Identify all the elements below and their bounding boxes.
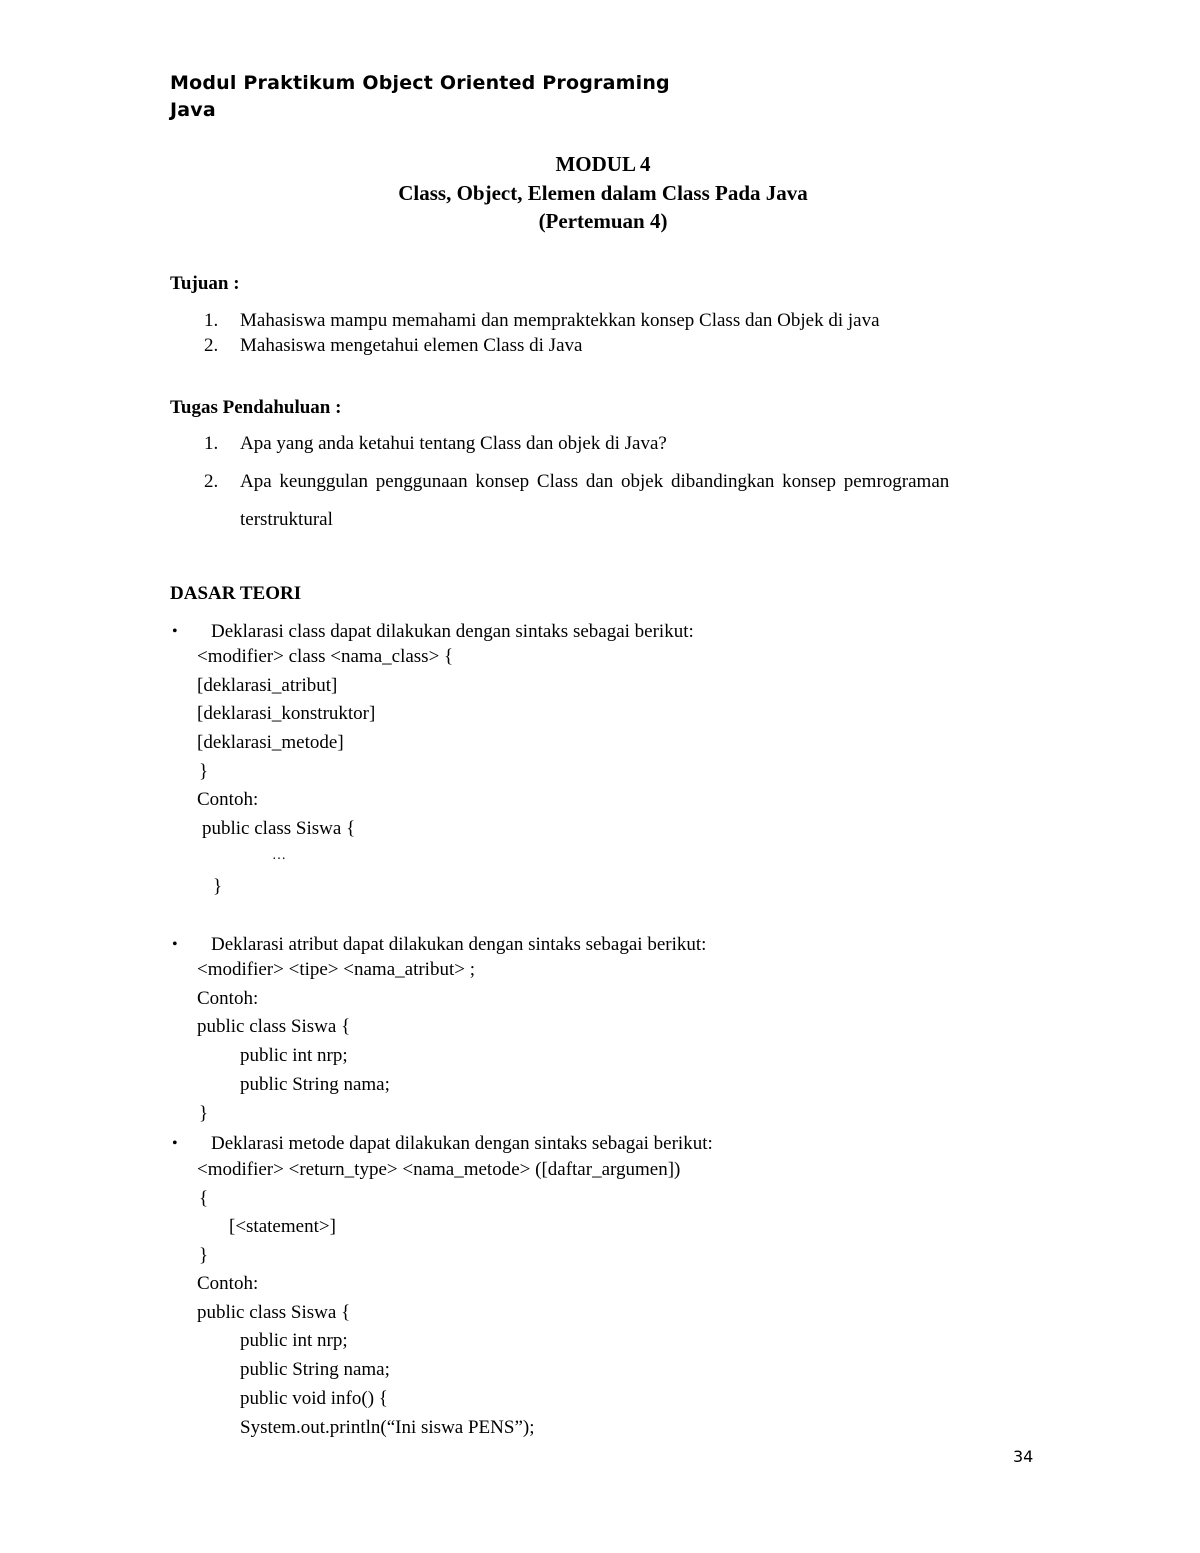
b1-syntax-line-2: [deklarasi_atribut] bbox=[197, 675, 338, 696]
b3-code-line-3: public String nama; bbox=[240, 1359, 390, 1380]
b3-code-line-4: public void info() { bbox=[240, 1388, 388, 1409]
b2-code-line-4: } bbox=[199, 1103, 209, 1124]
bullet-3: • bbox=[172, 1135, 178, 1152]
b3-code-line-5: System.out.println(“Ini siswa PENS”); bbox=[240, 1417, 535, 1438]
b2-syntax-line-1: <modifier> <tipe> <nama_atribut> ; bbox=[197, 959, 475, 980]
b1-syntax-line-4: [deklarasi_metode] bbox=[197, 732, 344, 753]
b1-contoh-label: Contoh: bbox=[197, 789, 259, 810]
tugas-number-1: 1. bbox=[204, 433, 219, 454]
dasar-teori-heading: DASAR TEORI bbox=[170, 583, 302, 604]
b2-code-line-2: public int nrp; bbox=[240, 1045, 348, 1066]
b1-syntax-line-3: [deklarasi_konstruktor] bbox=[197, 703, 376, 724]
b2-code-line-1: public class Siswa { bbox=[197, 1016, 351, 1037]
b3-code-line-2: public int nrp; bbox=[240, 1330, 348, 1351]
tugas-number-2: 2. bbox=[204, 471, 219, 492]
b1-code-line-1: public class Siswa { bbox=[202, 818, 356, 839]
b3-contoh-label: Contoh: bbox=[197, 1273, 259, 1294]
b3-code-line-1: public class Siswa { bbox=[197, 1302, 351, 1323]
bullet-1-intro: Deklarasi class dapat dilakukan dengan sintaks sebagai berikut: bbox=[211, 621, 694, 642]
b2-code-line-3: public String nama; bbox=[240, 1074, 390, 1095]
b1-syntax-line-1: <modifier> class <nama_class> { bbox=[197, 646, 454, 667]
tujuan-number-1: 1. bbox=[204, 310, 219, 331]
header-line-2: Java bbox=[170, 99, 216, 121]
b1-code-line-3: } bbox=[213, 876, 223, 897]
b2-contoh-label: Contoh: bbox=[197, 988, 259, 1009]
b1-code-line-2: … bbox=[272, 848, 286, 863]
module-title: Class, Object, Elemen dalam Class Pada Java bbox=[398, 181, 808, 205]
bullet-2: • bbox=[172, 936, 178, 953]
b1-syntax-line-5: } bbox=[199, 761, 209, 782]
b3-syntax-line-4: } bbox=[199, 1245, 209, 1266]
bullet-2-intro: Deklarasi atribut dapat dilakukan dengan sintaks sebagai berikut: bbox=[211, 934, 707, 955]
tujuan-heading: Tujuan : bbox=[170, 273, 240, 294]
bullet-1: • bbox=[172, 623, 178, 640]
page-number: 34 bbox=[1013, 1447, 1034, 1466]
module-session: (Pertemuan 4) bbox=[538, 209, 668, 233]
tujuan-item-1: Mahasiswa mampu memahami dan mempraktekkan konsep Class dan Objek di java bbox=[240, 310, 880, 331]
tugas-item-2-line-1: Apa keunggulan penggunaan konsep Class dan objek dibandingkan konsep pemrograman bbox=[240, 471, 950, 492]
tugas-item-1: Apa yang anda ketahui tentang Class dan objek di Java? bbox=[240, 433, 667, 454]
b3-syntax-line-2: { bbox=[199, 1188, 209, 1209]
tujuan-item-2: Mahasiswa mengetahui elemen Class di Java bbox=[240, 335, 583, 356]
tugas-heading: Tugas Pendahuluan : bbox=[170, 397, 342, 418]
bullet-3-intro: Deklarasi metode dapat dilakukan dengan sintaks sebagai berikut: bbox=[211, 1133, 713, 1154]
b3-syntax-line-1: <modifier> <return_type> <nama_metode> ([daftar_argumen]) bbox=[197, 1159, 681, 1180]
tugas-item-2-line-2: terstruktural bbox=[240, 509, 333, 530]
tujuan-number-2: 2. bbox=[204, 335, 219, 356]
b3-syntax-line-3: [<statement>] bbox=[229, 1216, 336, 1237]
module-number: MODUL 4 bbox=[555, 152, 651, 176]
header-line-1: Modul Praktikum Object Oriented Programing bbox=[170, 72, 670, 94]
